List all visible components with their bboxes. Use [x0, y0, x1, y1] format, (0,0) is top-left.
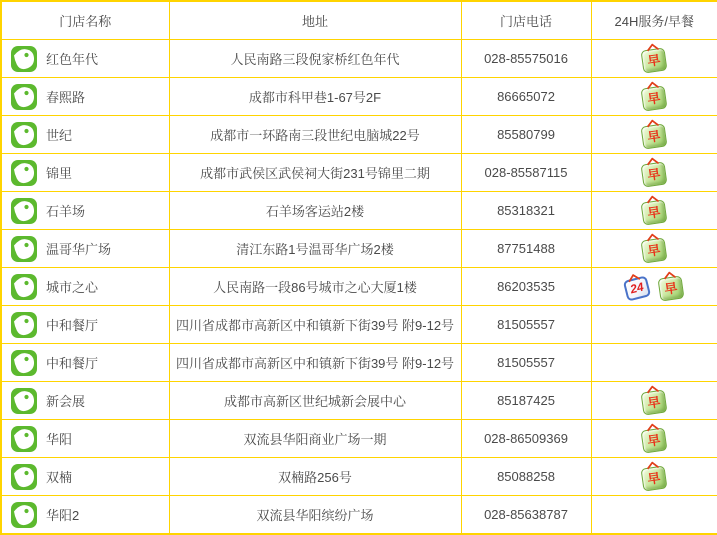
store-services: [591, 154, 717, 192]
24h-service-badge-icon: 24: [623, 275, 651, 301]
breakfast-badge-icon: 早: [641, 237, 668, 263]
store-name: 中和餐厅: [46, 356, 99, 371]
breakfast-badge-icon: 早: [641, 389, 668, 415]
store-name: 春熙路: [46, 90, 86, 105]
store-name: 新会展: [46, 394, 86, 409]
store-phone: 028-86509369: [461, 420, 591, 458]
store-logo-icon: [11, 274, 37, 300]
store-services: [591, 382, 717, 420]
store-address: 双楠路256号: [169, 458, 461, 496]
store-name: 华阳2: [46, 508, 80, 523]
store-logo-icon: [11, 502, 37, 528]
store-phone: 85580799: [461, 116, 591, 154]
store-logo-icon: [11, 198, 37, 224]
store-phone: 86665072: [461, 78, 591, 116]
store-logo-icon: [11, 236, 37, 262]
store-address: 双流县华阳商业广场一期: [169, 420, 461, 458]
store-logo-icon: [11, 464, 37, 490]
column-header-store-name: 门店名称: [1, 1, 169, 40]
table-row: [1, 40, 717, 78]
store-phone: 85318321: [461, 192, 591, 230]
store-phone: 86203535: [461, 268, 591, 306]
store-address: 四川省成都市高新区中和镇新下街39号 附9-12号: [169, 344, 461, 382]
column-header-address: 地址: [169, 1, 461, 40]
store-phone: 81505557: [461, 344, 591, 382]
breakfast-badge-icon: 早: [641, 199, 668, 225]
store-address: 人民南路三段倪家桥红色年代: [169, 40, 461, 78]
table-row: [1, 230, 717, 268]
table-row: [1, 116, 717, 154]
store-logo-icon: [11, 312, 37, 338]
store-phone: 87751488: [461, 230, 591, 268]
store-phone: 85088258: [461, 458, 591, 496]
store-logo-icon: [11, 388, 37, 414]
table-row: [1, 268, 717, 306]
store-address: 清江东路1号温哥华广场2楼: [169, 230, 461, 268]
store-name: 红色年代: [46, 52, 99, 67]
store-name: 城市之心: [46, 280, 99, 295]
table-row: [1, 344, 717, 382]
breakfast-badge-icon: 早: [641, 47, 668, 73]
table-row: [1, 458, 717, 496]
store-name: 锦里: [46, 166, 73, 181]
store-phone: 85187425: [461, 382, 591, 420]
store-name: 世纪: [46, 128, 73, 143]
table-header-row: [1, 1, 717, 40]
store-services: [591, 420, 717, 458]
store-address: 成都市高新区世纪城新会展中心: [169, 382, 461, 420]
store-name: 双楠: [46, 470, 73, 485]
table-row: [1, 420, 717, 458]
table-row: [1, 192, 717, 230]
store-name: 中和餐厅: [46, 318, 99, 333]
store-services: [591, 116, 717, 154]
store-logo-icon: [11, 350, 37, 376]
store-services: [591, 458, 717, 496]
store-address: 双流县华阳缤纷广场: [169, 496, 461, 535]
store-logo-icon: [11, 84, 37, 110]
table-row: [1, 154, 717, 192]
table-row: [1, 78, 717, 116]
store-name: 温哥华广场: [46, 242, 112, 257]
store-address: 四川省成都市高新区中和镇新下街39号 附9-12号: [169, 306, 461, 344]
store-services: [591, 496, 717, 535]
table-row: [1, 382, 717, 420]
store-services: [591, 192, 717, 230]
store-address: 石羊场客运站2楼: [169, 192, 461, 230]
store-services: [591, 40, 717, 78]
store-address: 人民南路一段86号城市之心大厦1楼: [169, 268, 461, 306]
breakfast-badge-icon: 早: [641, 161, 668, 187]
store-phone: 028-85587115: [461, 154, 591, 192]
store-services: [591, 230, 717, 268]
store-phone: 81505557: [461, 306, 591, 344]
store-logo-icon: [11, 122, 37, 148]
table-row: [1, 306, 717, 344]
store-phone: 028-85638787: [461, 496, 591, 535]
store-address: 成都市武侯区武侯祠大街231号锦里二期: [169, 154, 461, 192]
store-phone: 028-85575016: [461, 40, 591, 78]
breakfast-badge-icon: 早: [641, 85, 668, 111]
store-address: 成都市一环路南三段世纪电脑城22号: [169, 116, 461, 154]
store-logo-icon: [11, 160, 37, 186]
store-name: 石羊场: [46, 204, 86, 219]
breakfast-badge-icon: 早: [641, 123, 668, 149]
store-logo-icon: [11, 46, 37, 72]
store-services: [591, 344, 717, 382]
breakfast-badge-icon: 早: [641, 427, 668, 453]
store-name: 华阳: [46, 432, 73, 447]
store-services: [591, 268, 717, 306]
store-services: [591, 78, 717, 116]
breakfast-badge-icon: 早: [641, 465, 668, 491]
breakfast-badge-icon: 早: [658, 275, 685, 301]
column-header-phone: 门店电话: [461, 1, 591, 40]
table-row: [1, 496, 717, 535]
column-header-services: 24H服务/早餐: [591, 1, 717, 40]
store-services: [591, 306, 717, 344]
store-logo-icon: [11, 426, 37, 452]
store-address: 成都市科甲巷1-67号2F: [169, 78, 461, 116]
